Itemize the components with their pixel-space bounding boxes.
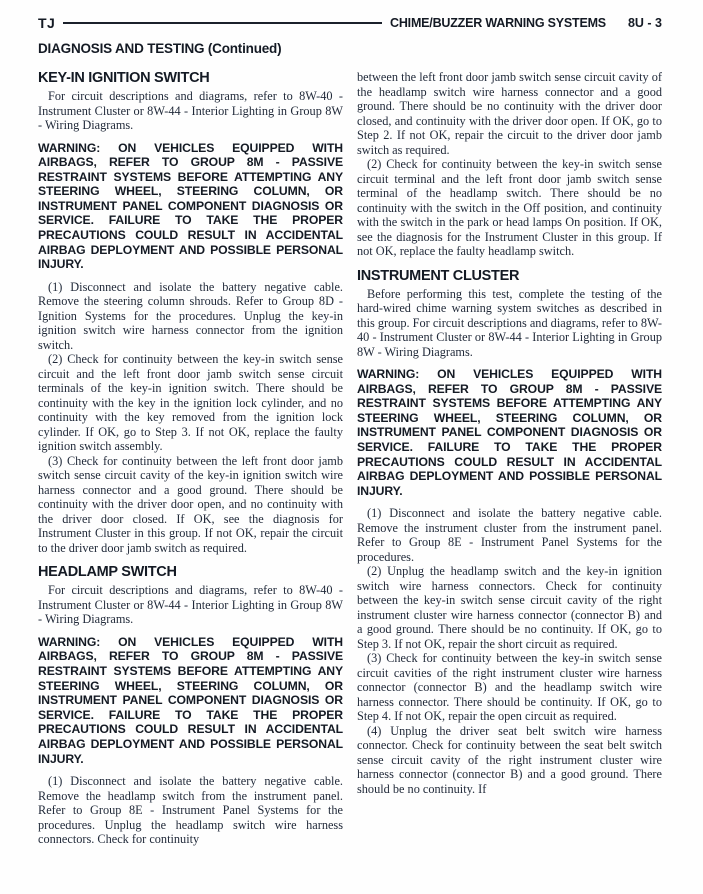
page-header (38, 15, 662, 31)
chapter-title: CHIME/BUZZER WARNING SYSTEMS (390, 16, 606, 30)
warning-airbag: WARNING: ON VEHICLES EQUIPPED WITH AIRBAGS, REFER TO GROUP 8M - PASSIVE RESTRAINT SYSTEMS BEFORE ATTEMPTING ANY STEERING WHEEL, STEERING COLUMN, OR INSTRUMENT PANEL COMPONENT DIAGNOSIS OR SERVICE. FAILURE TO TAKE THE PROPER PRECAUTIONS COULD RESULT IN ACCIDENTAL AIRBAG DEPLOYMENT AND POSSIBLE PERSONAL INJURY. (357, 367, 662, 498)
step-4-instrument-cluster: (4) Unplug the driver seat belt switch wire harness connector. Check for continuity between the seat belt switch sense circuit cavity of the right instrument cluster wire harness connector (connector B) and a good ground. There should be no continuity. If (357, 723, 662, 796)
step-1-headlamp-switch: (1) Disconnect and isolate the battery negative cable. Remove the headlamp switch from the instrument panel. Refer to Group 8E - Instrument Panel Systems for the procedures. Unplug the headlamp switch wire harness connectors. Check for continuity (38, 774, 343, 847)
warning-airbag: WARNING: ON VEHICLES EQUIPPED WITH AIRBAGS, REFER TO GROUP 8M - PASSIVE RESTRAINT SYSTEMS BEFORE ATTEMPTING ANY STEERING WHEEL, STEERING COLUMN, OR INSTRUMENT PANEL COMPONENT DIAGNOSIS OR SERVICE. FAILURE TO TAKE THE PROPER PRECAUTIONS COULD RESULT IN ACCIDENTAL AIRBAG DEPLOYMENT AND POSSIBLE PERSONAL INJURY. (38, 634, 343, 766)
step-3-instrument-cluster: (3) Check for continuity between the key-in switch sense circuit cavities of the right instrument cluster wire harness connector (connector B) and the headlamp switch wire harness connector. There should be continuity. If OK, go to Step 4. If not OK, repair the open circuit as required. (357, 651, 662, 724)
para-key-in-intro: For circuit descriptions and diagrams, refer to 8W-40 - Instrument Cluster or 8W-44 - Interior Lighting in Group 8W - Wiring Diagrams. (38, 89, 343, 132)
heading-instrument-cluster: INSTRUMENT CLUSTER (357, 267, 520, 284)
step-2-instrument-cluster: (2) Unplug the headlamp switch and the key-in ignition switch wire harness connectors. Check for continuity between the key-in switch sense circuit cavity of the right instrument cluster wire harness connector (connector B) and a good ground. There should be no continuity. If OK, go to Step 3. If not OK, repair the short circuit as required. (357, 564, 662, 651)
section-title: DIAGNOSIS AND TESTING (Continued) (38, 41, 282, 56)
warning-airbag: WARNING: ON VEHICLES EQUIPPED WITH AIRBAGS, REFER TO GROUP 8M - PASSIVE RESTRAINT SYSTEMS BEFORE ATTEMPTING ANY STEERING WHEEL, STEERING COLUMN, OR INSTRUMENT PANEL COMPONENT DIAGNOSIS OR SERVICE. FAILURE TO TAKE THE PROPER PRECAUTIONS COULD RESULT IN ACCIDENTAL AIRBAG DEPLOYMENT AND POSSIBLE PERSONAL INJURY. (38, 140, 343, 272)
step-2-key-in-switch: (2) Check for continuity between the key-in switch sense circuit and the left front door jamb switch sense circuit terminals of the key-in ignition switch. There should be continuity with the key in the ignition lock cylinder, and no continuity with the key removed from the ignition lock cylinder. If OK, go to Step 3. If not OK, replace the faulty ignition switch assembly. (38, 352, 343, 454)
step-1-key-in-switch: (1) Disconnect and isolate the battery negative cable. Remove the steering column shrouds. Refer to Group 8D - Ignition Systems for the procedures. Unplug the key-in ignition switch wire harness connector from the ignition switch. (38, 279, 343, 352)
step-2-headlamp-switch: (2) Check for continuity between the key-in switch sense circuit terminal and the left front door jamb switch sense terminal of the headlamp switch. There should be no continuity with the switch in the Off position, and continuity with the switch in the park or head lamps On position. If OK, see the diagnosis for the Instrument Cluster in this group. If not OK, replace the faulty headlamp switch. (357, 157, 662, 258)
right-column (357, 70, 662, 847)
step-1-instrument-cluster: (1) Disconnect and isolate the battery negative cable. Remove the instrument cluster from the instrument panel. Refer to Group 8E - Instrument Panel Systems for the procedures. (357, 506, 662, 564)
step-3-key-in-switch: (3) Check for continuity between the left front door jamb switch sense circuit cavity of the key-in ignition switch wire harness connector and a good ground. There should be continuity with the driver door open, and no continuity with the driver door closed. If OK, see the diagnosis for Instrument Cluster in this group. If not OK, repair the circuit to the driver door jamb switch as required. (38, 453, 343, 555)
para-headlamp-intro: For circuit descriptions and diagrams, refer to 8W-40 - Instrument Cluster or 8W-44 - Interior Lighting in Group 8W - Wiring Diagrams. (38, 583, 343, 627)
header-rule (63, 22, 382, 24)
page-number: 8U - 3 (627, 16, 662, 30)
heading-headlamp-switch: HEADLAMP SWITCH (38, 564, 177, 581)
para-instrument-cluster-intro: Before performing this test, complete the testing of the hard-wired chime warning system switches as described in this group. For circuit descriptions and diagrams, refer to 8W-40 - Instrument Cluster or 8W-44 - Interior Lighting in Group 8W - Wiring Diagrams. (357, 286, 662, 359)
step-1-headlamp-switch-continued: between the left front door jamb switch sense circuit cavity of the headlamp switch wire harness connector and a good ground. There should be no continuity with the driver door closed, and continuity with the driver door open. If OK, go to Step 2. If not OK, repair the circuit to the driver door jamb switch as required. (357, 70, 662, 157)
heading-key-in-ignition-switch: KEY-IN IGNITION SWITCH (38, 70, 210, 86)
model-code: TJ (38, 15, 56, 31)
left-column (38, 70, 343, 847)
two-column-layout (38, 70, 662, 847)
